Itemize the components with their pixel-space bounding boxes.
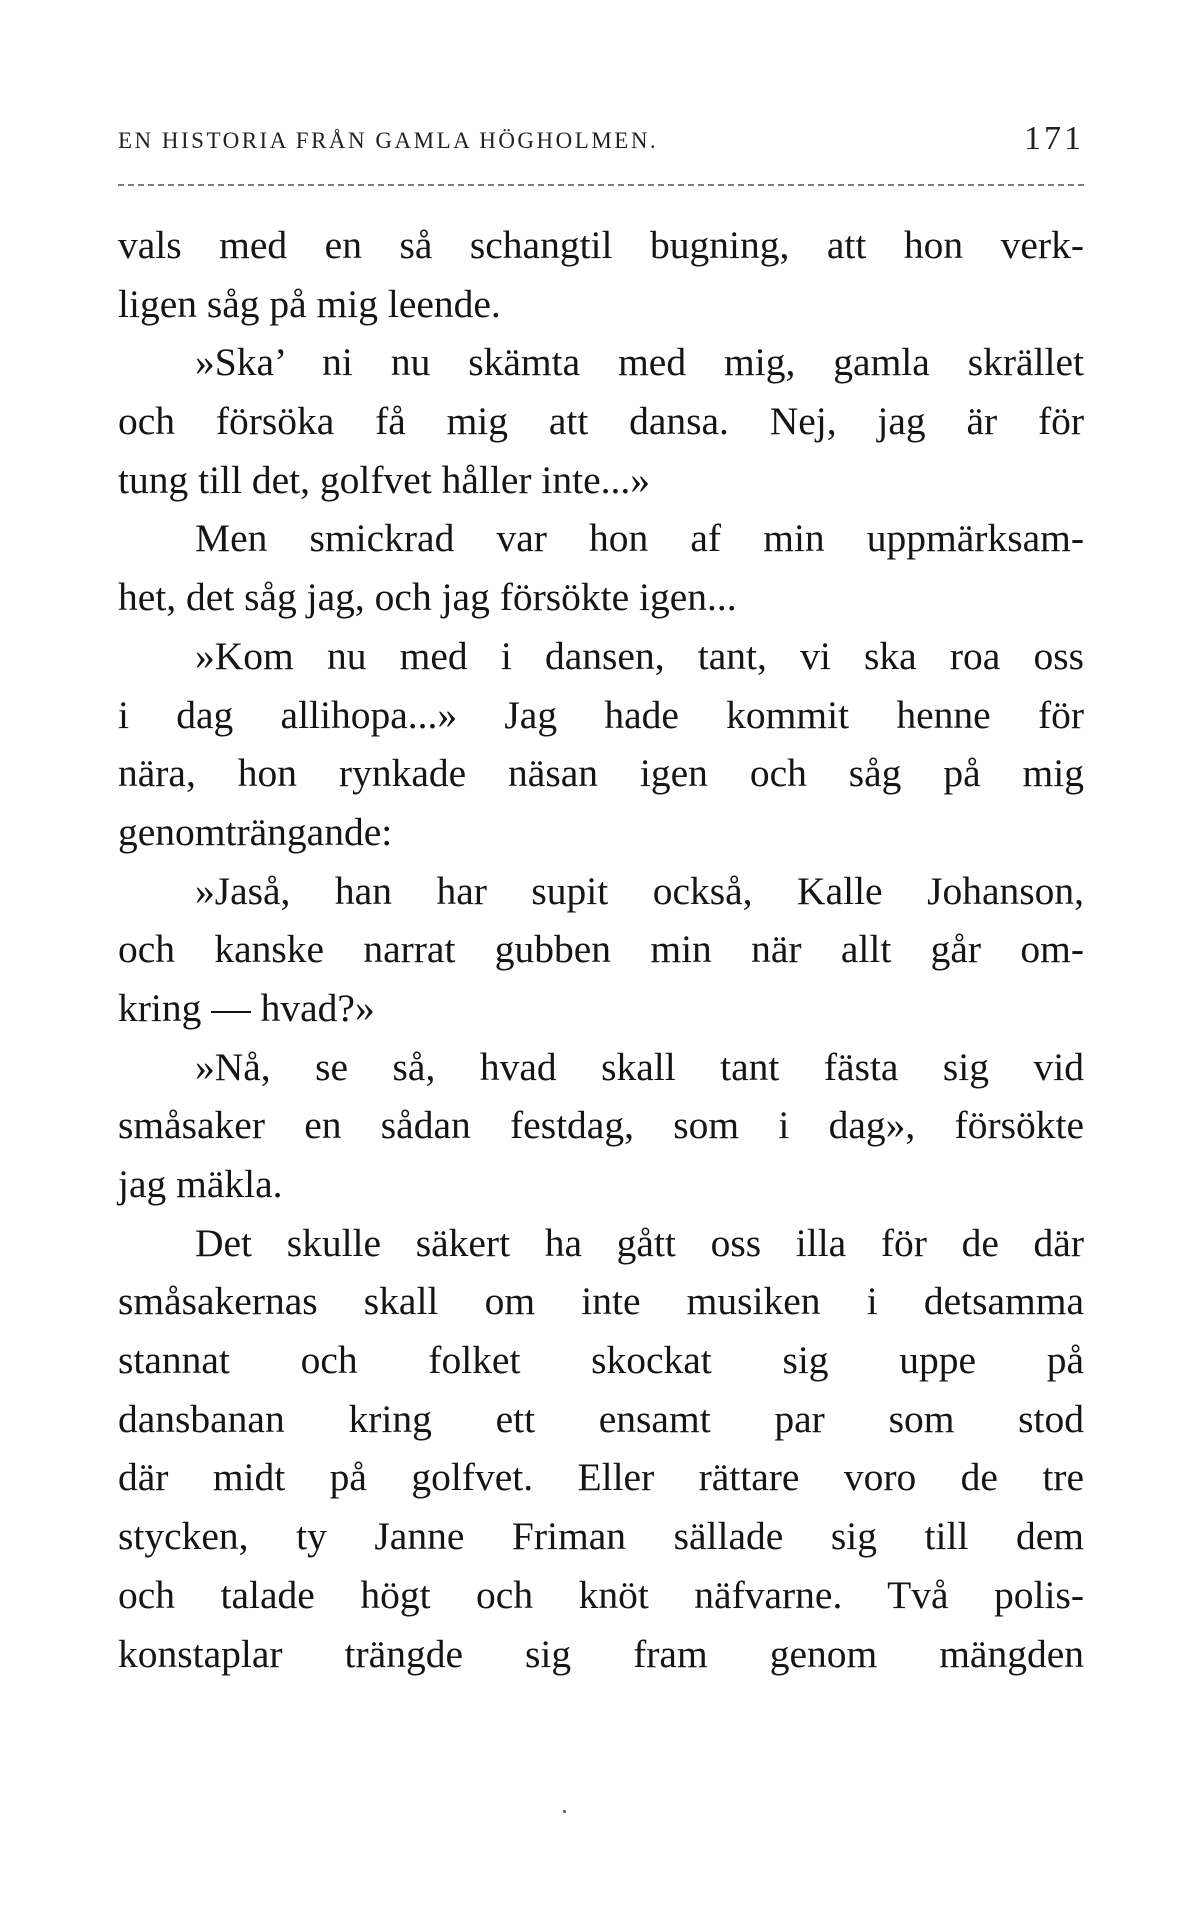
text-line: och kanske narrat gubben min när allt går om-: [118, 927, 1084, 972]
text-line: dansbanan kring ett ensamt par som stod: [118, 1396, 1084, 1441]
text-line: vals med en så schangtil bugning, att hon verk-: [118, 223, 1084, 267]
text-line: het, det såg jag, och jag försökte igen...: [118, 575, 737, 620]
text-line: »Kom nu med i dansen, tant, vi ska roa oss: [195, 633, 1084, 678]
running-title: EN HISTORIA FRÅN GAMLA HÖGHOLMEN.: [118, 128, 659, 153]
header-rule: [118, 184, 1084, 186]
text-line: Men smickrad var hon af min uppmärksam-: [195, 516, 1084, 561]
text-line: konstaplar trängde sig fram genom mängden: [118, 1631, 1084, 1676]
text-line: och talade högt och knöt näfvarne. Två polis-: [118, 1572, 1084, 1617]
text-line: i dag allihopa...» Jag hade kommit henne för: [118, 692, 1084, 737]
text-line: »Nå, se så, hvad skall tant fästa sig vid: [195, 1044, 1084, 1089]
text-line: tung till det, golfvet håller inte...»: [118, 457, 651, 502]
page-number: 171: [1024, 120, 1084, 157]
text-line: jag mäkla.: [118, 1162, 283, 1206]
text-line: ligen såg på mig leende.: [118, 281, 501, 326]
text-line: och försöka få mig att dansa. Nej, jag är för: [118, 399, 1084, 444]
text-line: »Jaså, han har supit också, Kalle Johanson,: [195, 868, 1084, 913]
running-header: [118, 120, 1084, 164]
text-line: genomträngande:: [118, 809, 393, 854]
text-line: kring — hvad?»: [118, 985, 375, 1030]
text-line: småsaker en sådan festdag, som i dag», försökte: [118, 1103, 1084, 1148]
text-line: småsakernas skall om inte musiken i detsamma: [118, 1279, 1084, 1324]
text-line: »Ska’ ni nu skämta med mig, gamla skrället: [195, 340, 1084, 385]
ink-speck: [563, 1810, 566, 1813]
text-line: stycken, ty Janne Friman sällade sig till dem: [118, 1514, 1084, 1559]
text-line: nära, hon rynkade näsan igen och såg på mig: [118, 751, 1084, 796]
text-line: där midt på golfvet. Eller rättare voro de tre: [118, 1455, 1084, 1500]
text-line: stannat och folket skockat sig uppe på: [118, 1338, 1084, 1383]
body-text: [118, 216, 1084, 1683]
text-line: Det skulle säkert ha gått oss illa för de där: [195, 1220, 1084, 1265]
